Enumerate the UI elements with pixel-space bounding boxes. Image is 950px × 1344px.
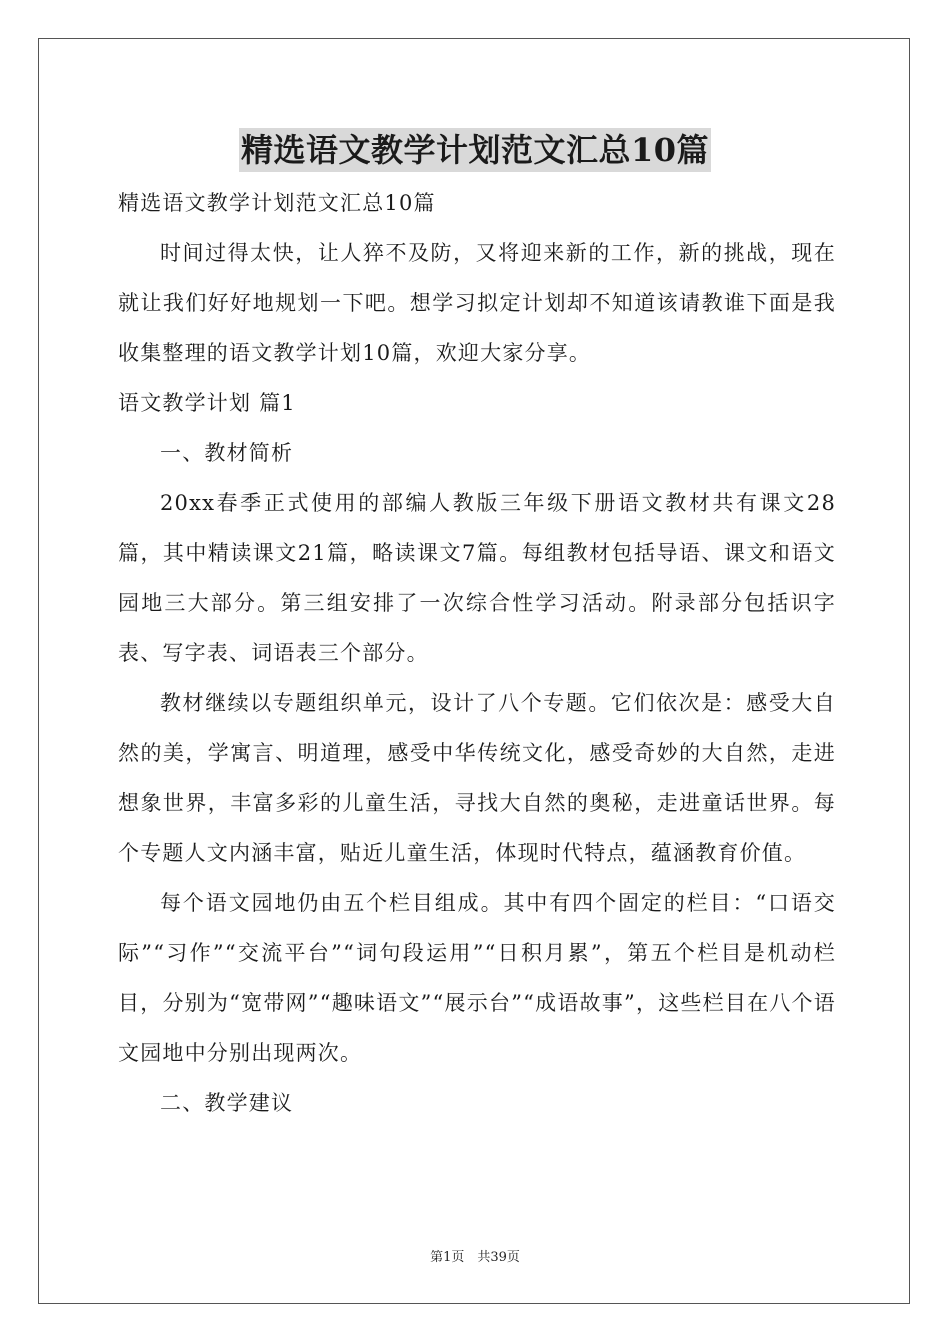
body-paragraph: 每个语文园地仍由五个栏目组成。其中有四个固定的栏目：“口语交际”“习作”“交流平台”“词句段运用”“日积月累”，第五个栏目是机动栏目，分别为“宽带网”“趣味语文”“展示台”“成语故事”，这些栏目在八个语文园地中分别出现两次。	[118, 891, 836, 1065]
document-title: 精选语文教学计划范文汇总10篇	[239, 128, 711, 172]
subsection-heading: 一、教材简析	[160, 441, 294, 465]
intro-paragraph: 时间过得太快，让人猝不及防，又将迎来新的工作，新的挑战，现在就让我们好好地规划一下吧。想学习拟定计划却不知道该请教谁下面是我收集整理的语文教学计划10篇，欢迎大家分享。	[118, 241, 836, 365]
subsection-heading: 二、教学建议	[160, 1091, 294, 1115]
section-heading: 语文教学计划 篇1	[118, 391, 296, 415]
body-paragraph: 20xx春季正式使用的部编人教版三年级下册语文教材共有课文28篇，其中精读课文21篇，略读课文7篇。每组教材包括导语、课文和语文园地三大部分。第三组安排了一次综合性学习活动。附录部分包括识字表、写字表、词语表三个部分。	[118, 491, 836, 665]
subtitle-line: 精选语文教学计划范文汇总10篇	[118, 191, 436, 215]
body-paragraph: 教材继续以专题组织单元，设计了八个专题。它们依次是：感受大自然的美，学寓言、明道理，感受中华传统文化，感受奇妙的大自然，走进想象世界，丰富多彩的儿童生活，寻找大自然的奥秘，走进童话世界。每个专题人文内涵丰富，贴近儿童生活，体现时代特点，蕴涵教育价值。	[118, 691, 836, 865]
page-footer	[0, 1246, 950, 1265]
document-body	[118, 178, 836, 1128]
title-container	[0, 128, 950, 172]
page-number: 第1页 共39页	[430, 1250, 520, 1265]
